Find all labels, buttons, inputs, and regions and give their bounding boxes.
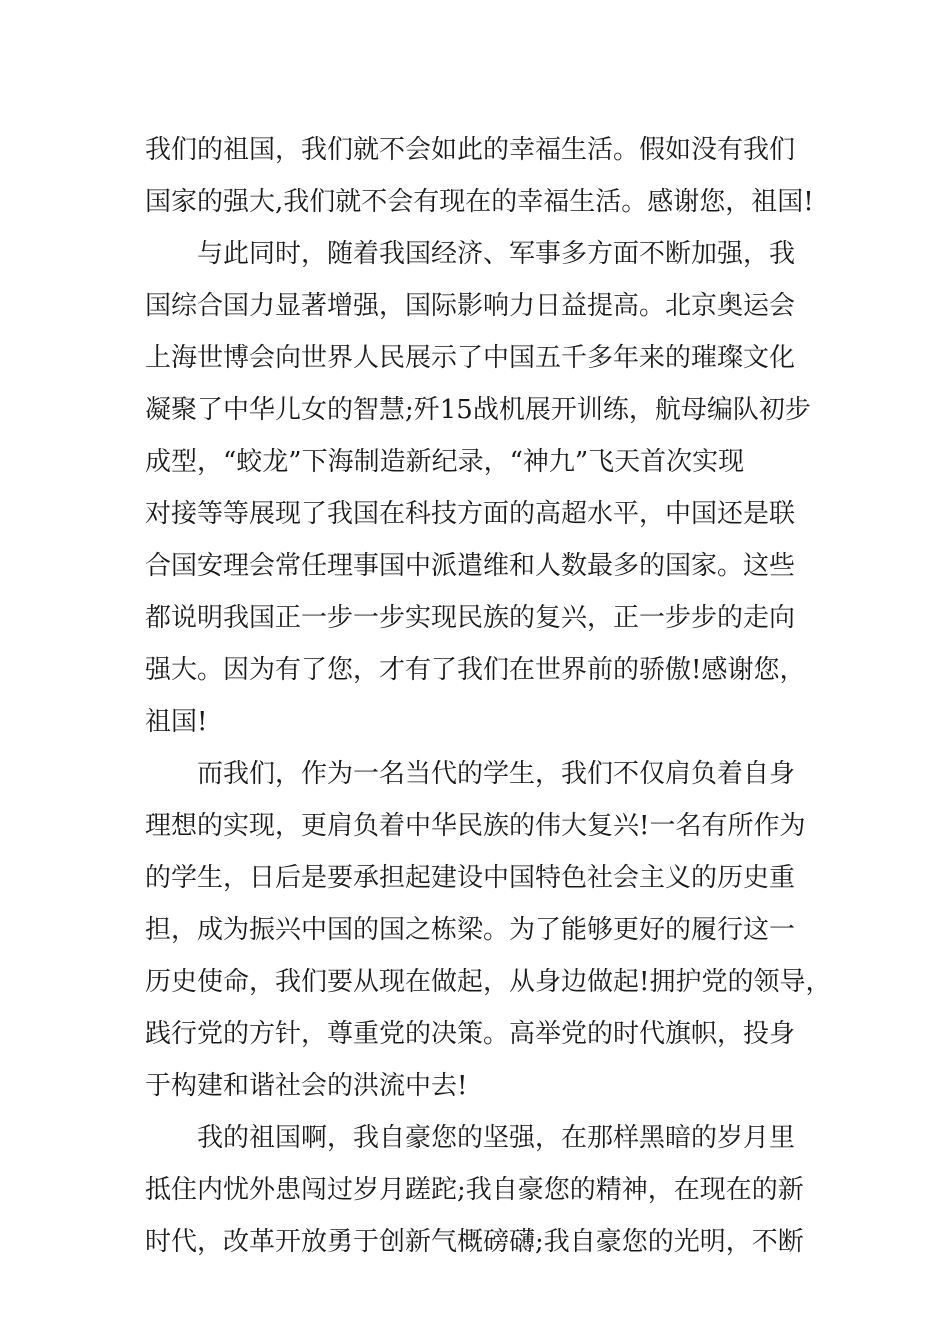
paragraph-first-line: 与此同时，随着我国经济、军事多方面不断加强，我: [197, 239, 796, 269]
text-line: 合国安理会常任理事国中派遣维和人数最多的国家。这些: [145, 551, 796, 581]
text-line: 的学生，日后是要承担起建设中国特色社会主义的历史重: [145, 863, 796, 893]
text-line: 凝聚了中华儿女的智慧;歼15战机展开训练，航母编队初步: [145, 395, 811, 425]
text-line: 抵住内忧外患闯过岁月蹉跎;我自豪您的精神，在现在的新: [145, 1175, 804, 1205]
text-line: 上海世博会向世界人民展示了中国五千多年来的璀璨文化: [145, 343, 796, 373]
text-line: 担，成为振兴中国的国之栋梁。为了能够更好的履行这一: [145, 915, 796, 945]
text-line: 践行党的方针，尊重党的决策。高举党的时代旗帜，投身: [145, 1019, 796, 1049]
body-text: [145, 124, 832, 1268]
text-line: 时代，改革开放勇于创新气概磅礴;我自豪您的光明，不断: [145, 1227, 804, 1257]
text-line: 都说明我国正一步一步实现民族的复兴，正一步步的走向: [145, 603, 796, 633]
text-line: 我们的祖国，我们就不会如此的幸福生活。假如没有我们: [145, 135, 796, 165]
text-line: 祖国!: [145, 707, 208, 737]
text-line: 理想的实现，更肩负着中华民族的伟大复兴!一名有所作为: [145, 811, 806, 841]
text-line: 国综合国力显著增强，国际影响力日益提高。北京奥运会: [145, 291, 796, 321]
text-line: 历史使命，我们要从现在做起，从身边做起!拥护党的领导，: [145, 967, 832, 997]
text-line: 国家的强大,我们就不会有现在的幸福生活。感谢您，祖国!: [145, 187, 814, 217]
text-line: 强大。因为有了您，才有了我们在世界前的骄傲!感谢您，: [145, 655, 806, 685]
text-line: 对接等等展现了我国在科技方面的高超水平，中国还是联: [145, 499, 796, 529]
text-line: 于构建和谐社会的洪流中去!: [145, 1071, 468, 1101]
text-line: 成型，“蛟龙”下海制造新纪录，“神九”飞天首次实现: [145, 447, 745, 477]
paragraph-first-line: 我的祖国啊，我自豪您的坚强，在那样黑暗的岁月里: [197, 1123, 796, 1153]
paragraph-first-line: 而我们，作为一名当代的学生，我们不仅肩负着自身: [197, 759, 796, 789]
